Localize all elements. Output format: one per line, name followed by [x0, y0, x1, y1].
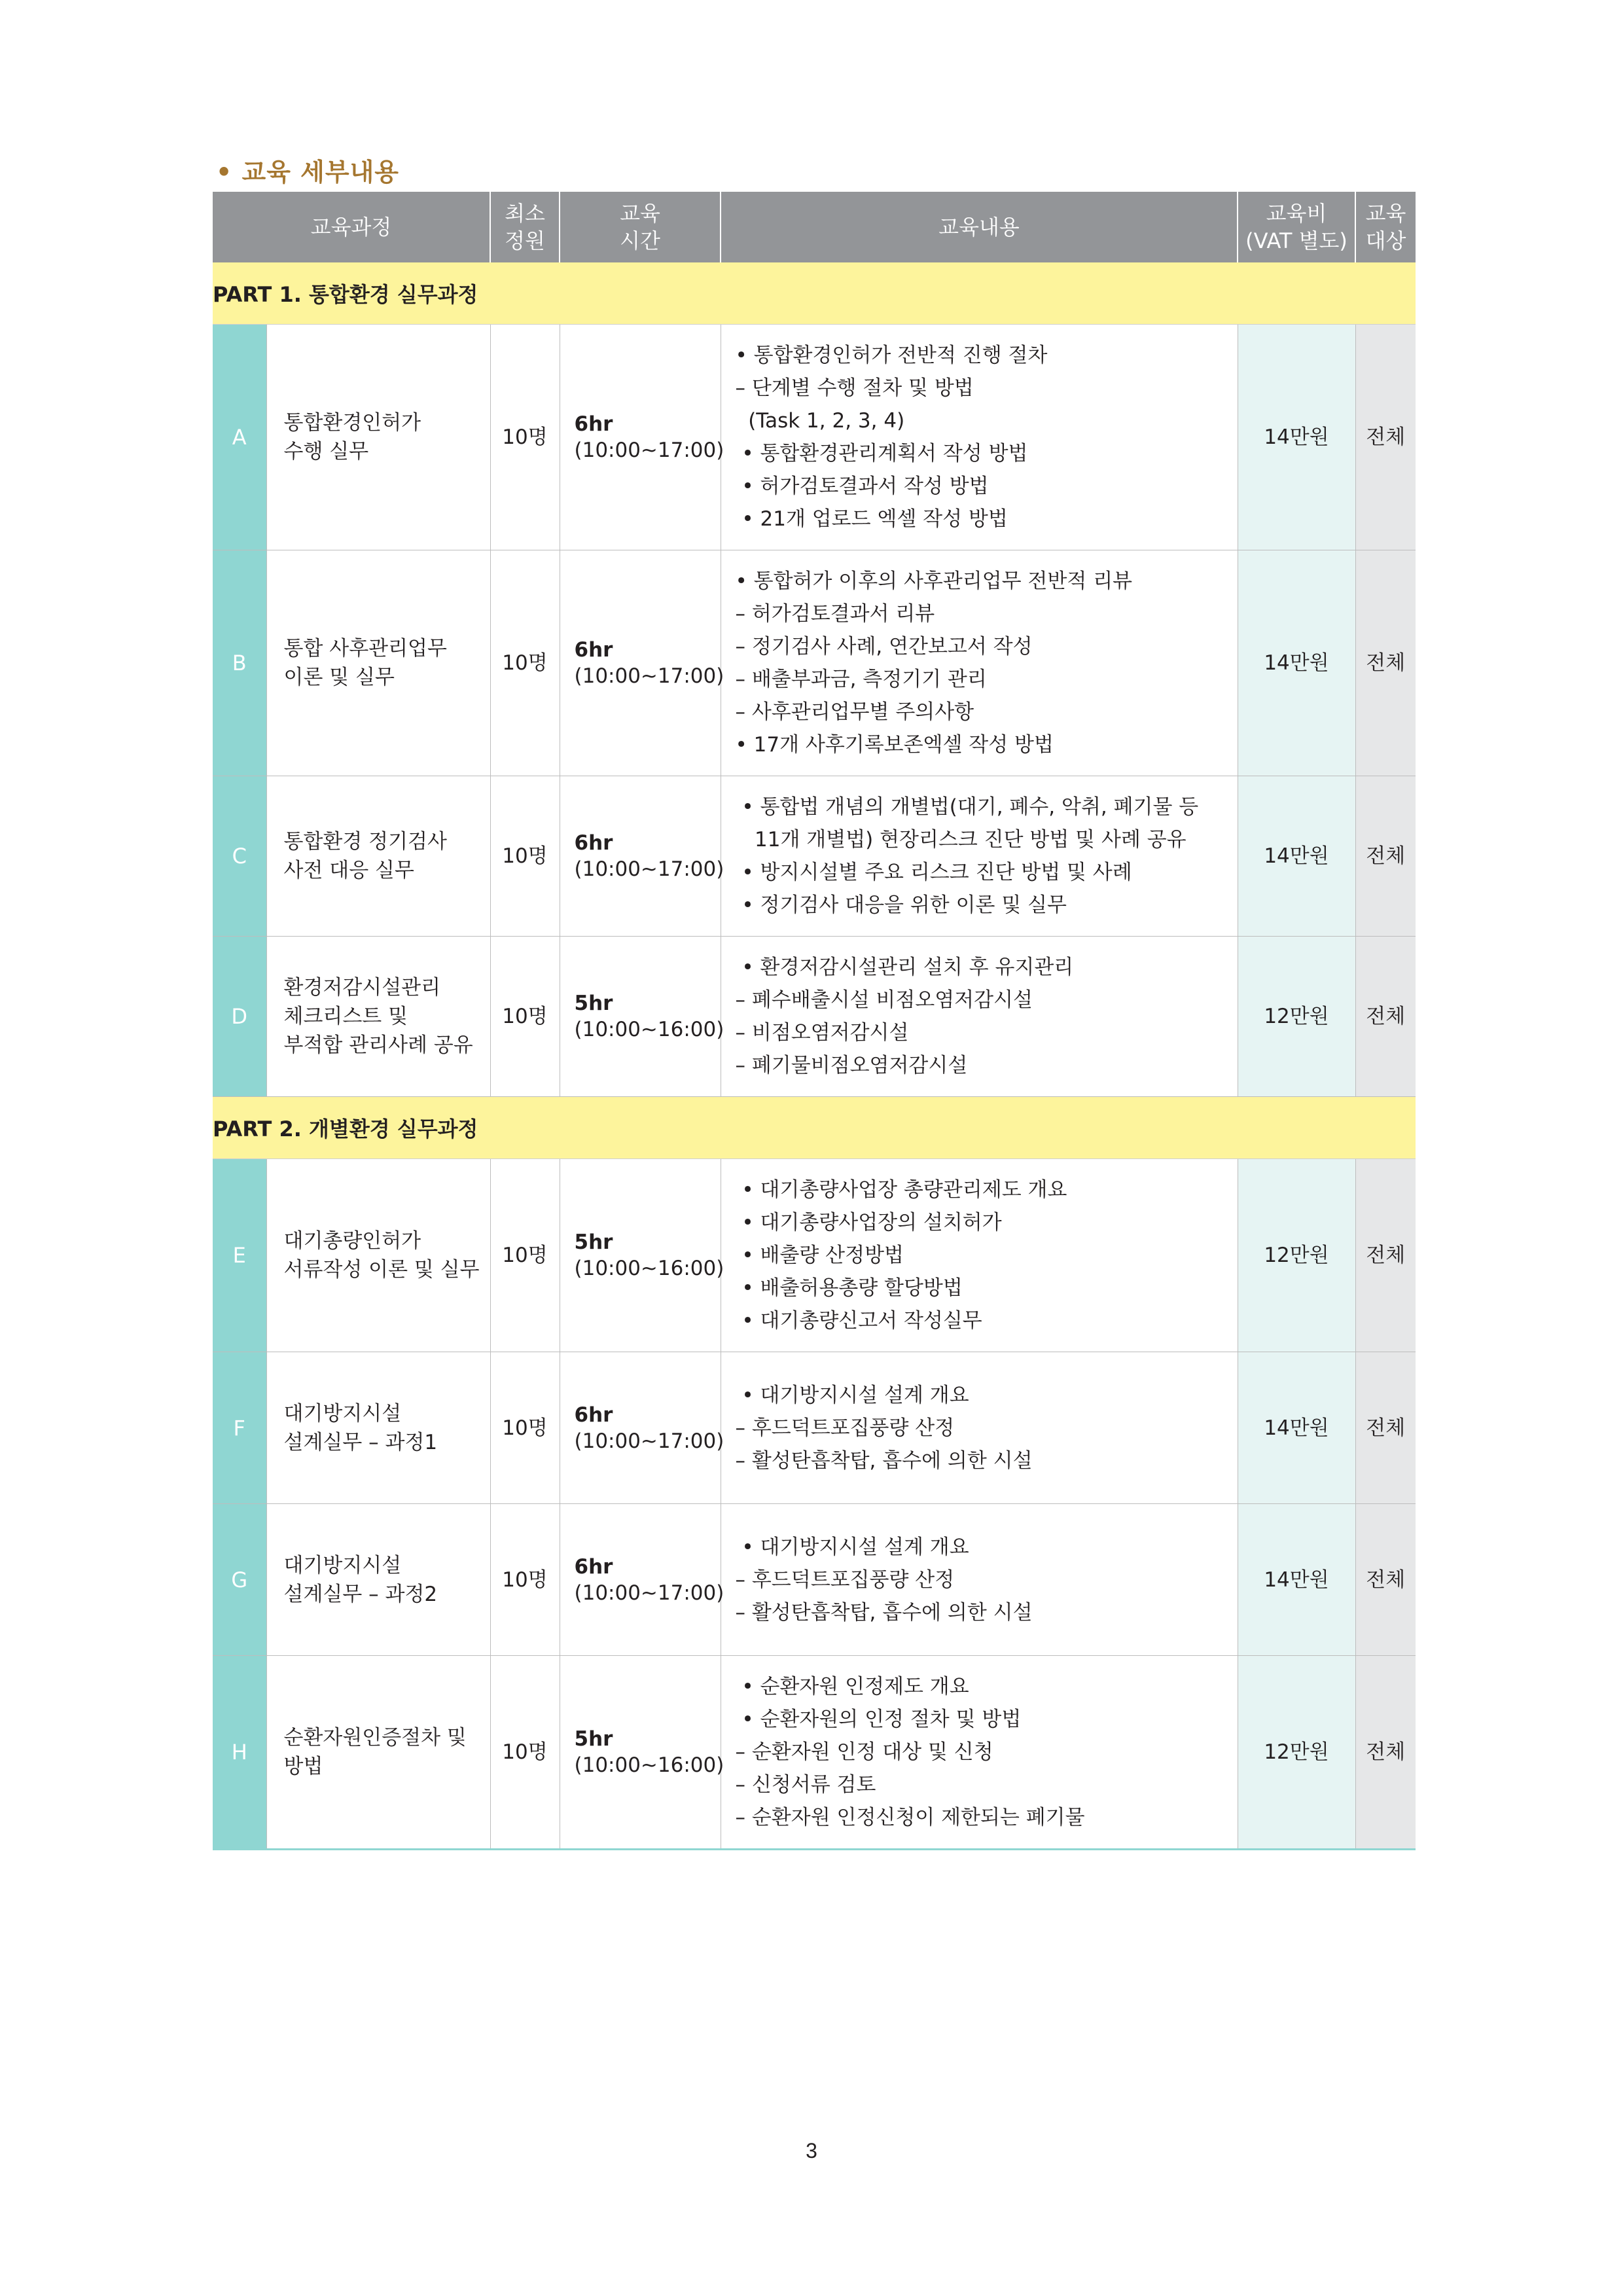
course-fee: 14만원: [1238, 1352, 1355, 1504]
content-line: • 통합환경인허가 전반적 진행 절차: [735, 344, 1048, 367]
content-line: • 통합법 개념의 개별법(대기, 폐수, 악취, 폐기물 등: [735, 795, 1199, 819]
content-line: – 신청서류 검토: [735, 1773, 876, 1797]
content-line: – 후드덕트포집풍량 산정: [735, 1568, 955, 1592]
content-line: • 17개 사후기록보존엑셀 작성 방법: [735, 733, 1054, 757]
section-title: • 교육 세부내용: [216, 158, 399, 187]
course-code: D: [213, 937, 266, 1097]
course-capacity: 10명: [490, 1352, 560, 1504]
content-line: • 21개 업로드 엑셀 작성 방법: [735, 507, 1008, 531]
course-target: 전체: [1355, 1656, 1416, 1850]
course-fee: 14만원: [1238, 1504, 1355, 1656]
course-hours: 6hr: [574, 831, 613, 855]
course-row: [213, 550, 1416, 776]
course-target: 전체: [1355, 1504, 1416, 1656]
course-hours: 5hr: [574, 992, 613, 1015]
content-line: – 허가검토결과서 리뷰: [735, 602, 935, 626]
course-name: 통합환경 정기검사 사전 대응 실무: [266, 776, 490, 937]
course-time: [560, 1159, 724, 1352]
course-name: 대기방지시설 설계실무 – 과정1: [266, 1352, 490, 1504]
course-name: 대기방지시설 설계실무 – 과정2: [266, 1504, 490, 1656]
content-line: – 정기검사 사례, 연간보고서 작성: [735, 635, 1033, 658]
course-time-range: (10:00~17:00): [574, 1429, 724, 1453]
course-content: [721, 776, 1238, 937]
content-line: • 대기방지시설 설계 개요: [735, 1383, 969, 1407]
header-capacity: 최소 정원: [490, 192, 560, 262]
content-line: • 방지시설별 주요 리스크 진단 방법 및 사례: [735, 861, 1132, 884]
content-line: – 폐수배출시설 비점오염저감시설: [735, 988, 1033, 1012]
course-capacity: 10명: [490, 1504, 560, 1656]
content-line: • 대기방지시설 설계 개요: [735, 1535, 969, 1559]
course-target: 전체: [1355, 1159, 1416, 1352]
content-line: – 활성탄흡착탑, 흡수에 의한 시설: [735, 1448, 1033, 1473]
course-time: [560, 776, 724, 937]
course-hours: 5hr: [574, 1230, 613, 1254]
course-row: [213, 1504, 1416, 1656]
course-time-range: (10:00~17:00): [574, 1581, 724, 1605]
part-title: PART 1. 통합환경 실무과정: [213, 262, 1416, 325]
content-line: – 단계별 수행 절차 및 방법: [735, 376, 974, 400]
course-name: 환경저감시설관리 체크리스트 및 부적합 관리사례 공유: [266, 937, 490, 1097]
header-hours: 교육 시간: [560, 192, 721, 262]
content-line: • 대기총량신고서 작성실무: [735, 1309, 982, 1333]
course-target: 전체: [1355, 550, 1416, 776]
course-capacity: 10명: [490, 550, 560, 776]
course-time-range: (10:00~17:00): [574, 857, 724, 881]
course-hours: 6hr: [574, 1403, 613, 1427]
content-line: • 환경저감시설관리 설치 후 유지관리: [735, 956, 1074, 979]
course-code: E: [213, 1159, 266, 1352]
course-target: 전체: [1355, 1352, 1416, 1504]
content-line: • 통합허가 이후의 사후관리업무 전반적 리뷰: [735, 569, 1133, 593]
content-line: – 폐기물비점오염저감시설: [735, 1054, 968, 1077]
course-hours: 5hr: [574, 1727, 613, 1751]
content-line: • 순환자원의 인정 절차 및 방법: [735, 1708, 1022, 1731]
course-code: C: [213, 776, 266, 937]
part-row: [213, 262, 1416, 325]
course-name: 통합 사후관리업무 이론 및 실무: [266, 550, 490, 776]
content-line: • 순환자원 인정제도 개요: [735, 1675, 969, 1698]
course-target: 전체: [1355, 325, 1416, 550]
content-line: – 사후관리업무별 주의사항: [735, 700, 974, 724]
content-line: • 정기검사 대응을 위한 이론 및 실무: [735, 893, 1067, 917]
header-target: 교육 대상: [1355, 192, 1416, 262]
course-target: 전체: [1355, 776, 1416, 937]
header-course: 교육과정: [213, 192, 490, 262]
course-capacity: 10명: [490, 325, 560, 550]
course-row: [213, 1656, 1416, 1850]
course-content: [721, 1656, 1238, 1850]
course-code: F: [213, 1352, 266, 1504]
course-content: [721, 1352, 1238, 1504]
course-row: [213, 325, 1416, 550]
course-fee: 12만원: [1238, 1159, 1355, 1352]
course-time: [560, 937, 724, 1097]
content-line: – 순환자원 인정 대상 및 신청: [735, 1740, 993, 1764]
course-hours: 6hr: [574, 638, 613, 662]
course-content: [721, 1504, 1238, 1656]
course-code: B: [213, 550, 266, 776]
part-title: PART 2. 개별환경 실무과정: [213, 1097, 1416, 1159]
course-capacity: 10명: [490, 776, 560, 937]
course-row: [213, 1352, 1416, 1504]
course-content: [721, 1159, 1238, 1352]
course-time-range: (10:00~16:00): [574, 1018, 724, 1041]
content-line: – 후드덕트포집풍량 산정: [735, 1416, 955, 1440]
course-time: [560, 325, 724, 550]
course-fee: 12만원: [1238, 1656, 1355, 1850]
part-row: [213, 1097, 1416, 1159]
page-number: 3: [806, 2139, 817, 2162]
content-line: • 대기총량사업장의 설치허가: [735, 1211, 1002, 1234]
course-hours: 6hr: [574, 1554, 613, 1579]
course-time-range: (10:00~16:00): [574, 1257, 724, 1280]
table-header-row: [213, 192, 1416, 262]
content-line: • 통합환경관리계획서 작성 방법: [735, 442, 1028, 465]
course-time: [560, 550, 724, 776]
course-fee: 14만원: [1238, 325, 1355, 550]
course-capacity: 10명: [490, 937, 560, 1097]
content-line: • 대기총량사업장 총량관리제도 개요: [735, 1178, 1067, 1202]
course-time: [560, 1656, 724, 1850]
course-row: [213, 776, 1416, 937]
course-fee: 12만원: [1238, 937, 1355, 1097]
course-time-range: (10:00~17:00): [574, 664, 724, 688]
course-row: [213, 1159, 1416, 1352]
course-code: H: [213, 1656, 266, 1850]
content-line: – 활성탄흡착탑, 흡수에 의한 시설: [735, 1600, 1033, 1624]
course-target: 전체: [1355, 937, 1416, 1097]
course-time-range: (10:00~17:00): [574, 439, 724, 462]
course-content: [721, 937, 1238, 1097]
header-fee: 교육비 (VAT 별도): [1238, 192, 1355, 262]
content-line: – 배출부과금, 측정기기 관리: [735, 668, 987, 691]
course-capacity: 10명: [490, 1159, 560, 1352]
course-content: [721, 550, 1238, 776]
table-body: [213, 262, 1416, 1850]
content-line: 11개 개별법) 현장리스크 진단 방법 및 사례 공유: [735, 828, 1186, 852]
course-row: [213, 937, 1416, 1097]
course-content: [721, 325, 1238, 550]
course-hours: 6hr: [574, 412, 613, 436]
course-detail-table: [213, 192, 1416, 1850]
content-line: (Task 1, 2, 3, 4): [735, 409, 905, 433]
content-line: • 허가검토결과서 작성 방법: [735, 475, 989, 498]
course-name: 통합환경인허가 수행 실무: [266, 325, 490, 550]
content-line: – 순환자원 인정신청이 제한되는 폐기물: [735, 1806, 1085, 1829]
course-time-range: (10:00~16:00): [574, 1753, 724, 1777]
course-capacity: 10명: [490, 1656, 560, 1850]
course-name: 대기총량인허가 서류작성 이론 및 실무: [266, 1159, 490, 1352]
course-code: G: [213, 1504, 266, 1656]
course-name: 순환자원인증절차 및 방법: [266, 1656, 490, 1850]
course-time: [560, 1504, 724, 1656]
course-fee: 14만원: [1238, 550, 1355, 776]
header-content: 교육내용: [721, 192, 1238, 262]
content-line: • 배출허용총량 할당방법: [735, 1276, 963, 1300]
course-code: A: [213, 325, 266, 550]
course-time: [560, 1352, 724, 1504]
content-line: – 비점오염저감시설: [735, 1021, 909, 1045]
content-line: • 배출량 산정방법: [735, 1244, 904, 1267]
course-fee: 14만원: [1238, 776, 1355, 937]
